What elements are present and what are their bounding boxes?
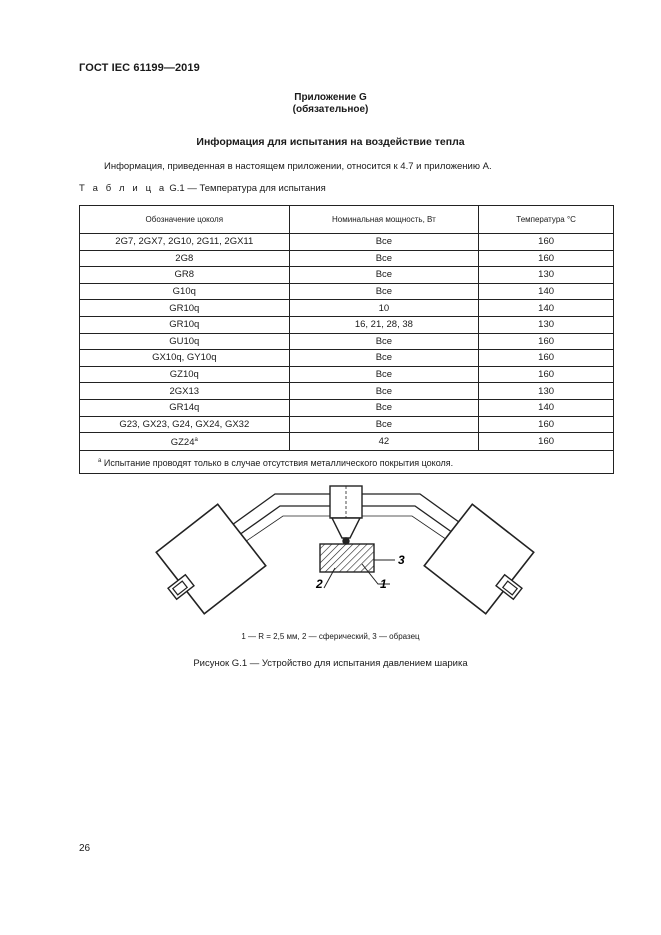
footnote-text: Испытание проводят только в случае отсутствия металлического покрытия цоколя. (103, 457, 454, 468)
cell-temp: 160 (479, 234, 614, 251)
table-caption-text: G.1 — Температура для испытания (166, 183, 326, 194)
header-cap: Обозначение цоколя (80, 206, 290, 234)
footnote-row (80, 451, 614, 474)
cell-cap: GR8 (80, 267, 290, 284)
document-header: ГОСТ IEC 61199—2019 (79, 62, 200, 74)
table-row (80, 333, 614, 350)
table-row (80, 433, 614, 451)
cell-power: Все (289, 399, 479, 416)
cell-temp: 130 (479, 383, 614, 400)
cell-cap: 2G8 (80, 250, 290, 267)
cell-power: Все (289, 366, 479, 383)
table-row (80, 383, 614, 400)
table-row (80, 234, 614, 251)
table-row (80, 399, 614, 416)
cell-power: Все (289, 416, 479, 433)
cell-power: Все (289, 350, 479, 367)
annex-status: (обязательное) (292, 104, 369, 115)
footnote-cell (80, 451, 614, 474)
cell-temp: 140 (479, 399, 614, 416)
page-number: 26 (79, 843, 91, 854)
cell-cap: 2GX13 (80, 383, 290, 400)
cell-temp: 140 (479, 300, 614, 317)
table-caption (79, 183, 326, 194)
cell-cap: GR14q (80, 399, 290, 416)
cell-power: 42 (289, 433, 479, 451)
ball-pressure-apparatus-diagram (150, 478, 540, 628)
cell-power: 10 (289, 300, 479, 317)
specimen (320, 544, 374, 572)
table-caption-label: Т а б л и ц а (79, 183, 167, 194)
cell-power: Все (289, 234, 479, 251)
header-temperature: Температура °С (479, 206, 614, 234)
cell-temp: 160 (479, 433, 614, 451)
cell-cap-text: GZ24 (170, 437, 195, 449)
label-1: 1 (380, 577, 387, 591)
right-clamp-block (424, 504, 533, 613)
cell-temp: 160 (479, 250, 614, 267)
cell-temp: 130 (479, 267, 614, 284)
cell-power: Все (289, 250, 479, 267)
cell-cap (80, 433, 290, 451)
footnote-marker: a (194, 437, 198, 444)
left-clamp-block (156, 504, 265, 613)
cell-temp: 130 (479, 316, 614, 333)
label-2: 2 (316, 577, 323, 591)
cell-power: 16, 21, 28, 38 (289, 316, 479, 333)
cell-temp: 160 (479, 366, 614, 383)
cell-temp: 140 (479, 283, 614, 300)
temperature-table (79, 205, 614, 474)
cell-temp: 160 (479, 350, 614, 367)
table-row (80, 366, 614, 383)
table-row (80, 316, 614, 333)
cell-power: Все (289, 333, 479, 350)
intro-paragraph: Информация, приведенная в настоящем приложении, относится к 4.7 и приложению А. (104, 161, 492, 172)
label-3: 3 (398, 553, 405, 567)
table-header-row (80, 206, 614, 234)
cell-power: Все (289, 383, 479, 400)
table-row (80, 283, 614, 300)
cell-cap: GR10q (80, 316, 290, 333)
cell-cap: GX10q, GY10q (80, 350, 290, 367)
ball-holder (330, 486, 362, 544)
table-row (80, 350, 614, 367)
cell-power: Все (289, 267, 479, 284)
figure-legend: 1 — R = 2,5 мм, 2 — сферический, 3 — образец (241, 632, 420, 641)
cell-temp: 160 (479, 333, 614, 350)
cell-cap: 2G7, 2GX7, 2G10, 2G11, 2GX11 (80, 234, 290, 251)
cell-temp: 160 (479, 416, 614, 433)
cell-power: Все (289, 283, 479, 300)
table-row (80, 267, 614, 284)
cell-cap: GZ10q (80, 366, 290, 383)
cell-cap: G23, GX23, G24, GX24, GX32 (80, 416, 290, 433)
cell-cap: GR10q (80, 300, 290, 317)
header-power: Номинальная мощность, Вт (289, 206, 479, 234)
figure-caption: Рисунок G.1 — Устройство для испытания давлением шарика (193, 658, 468, 669)
table-row (80, 250, 614, 267)
cell-cap: GU10q (80, 333, 290, 350)
table-row (80, 416, 614, 433)
table-row (80, 300, 614, 317)
footnote-marker: a (98, 457, 102, 464)
cell-cap: G10q (80, 283, 290, 300)
annex-title: Приложение G (294, 92, 367, 103)
section-title: Информация для испытания на воздействие тепла (196, 136, 465, 148)
